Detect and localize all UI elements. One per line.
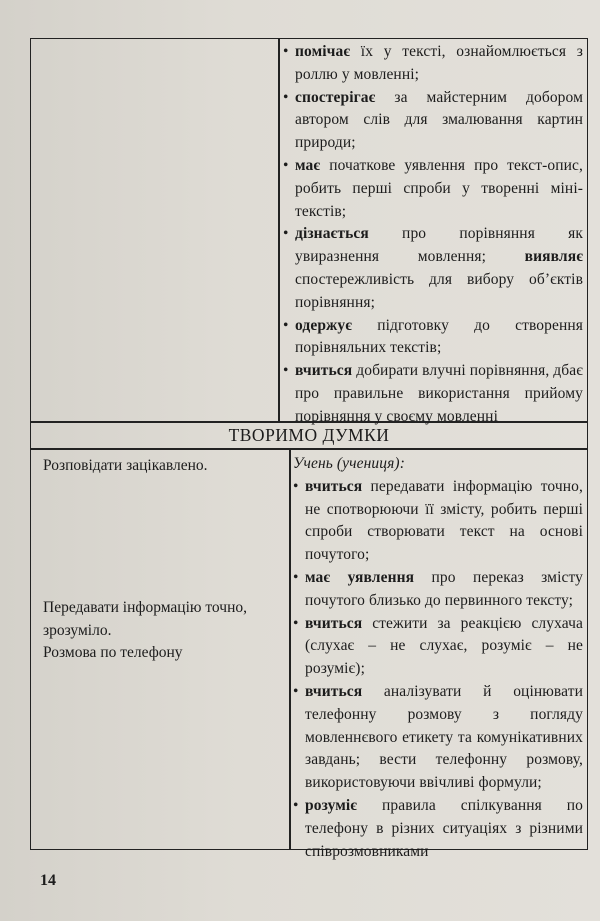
- list-item: • одержує підготовку до створення порівняльних текстів;: [283, 316, 583, 357]
- list-item: • дізнається про порівняння як увиразнення мовлення; виявляє спостережливість для вибору об’єктів порівняння;: [283, 225, 583, 311]
- top-right-cell: [283, 41, 583, 429]
- left-line-3: Розмова по телефону: [43, 644, 183, 661]
- page-number: 14: [40, 872, 56, 889]
- section-title: ТВОРИМО ДУМКИ: [228, 425, 390, 445]
- list-item: • має уявлення про переказ змісту почутого близько до первинного тексту;: [293, 568, 583, 609]
- list-item: • має початкове уявлення про текст-опис, робить перші спроби у творенні міні-текстів;: [283, 156, 583, 220]
- list-item: • вчиться стежити за реакцією слухача (слухає – не слухає, розуміє – не розуміє);: [293, 614, 583, 678]
- curriculum-table: [30, 38, 588, 860]
- bottom-right-cell: [293, 453, 583, 863]
- role-label: Учень (учениця):: [293, 455, 405, 472]
- left-line-2: Передавати інформацію точно, зрозуміло.: [43, 599, 247, 639]
- column-divider: [289, 449, 291, 849]
- list-item: • спостерігає за майстерним добором автором слів для змалювання картин природи;: [283, 88, 583, 152]
- left-line-1: Розповідати зацікавлено.: [43, 457, 208, 474]
- list-item: • вчиться аналізувати й оцінювати телефонну розмову з погляду мовленнєвого етикету та комунікативних завдань; вести телефонну розмову, використовуючи ввічливі формули;: [293, 682, 583, 792]
- list-item: • вчиться передавати інформацію точно, не спотворюючи її змісту, робить перші спроби створювати текст на основі почутого;: [293, 477, 583, 564]
- list-item: • вчиться добирати влучні порівняння, дбає про правильне використання прийому порівняння у своєму мовленні: [283, 362, 583, 425]
- column-divider: [278, 39, 280, 422]
- list-item: • помічає їх у тексті, ознайомлюється з роллю у мовленні;: [283, 43, 583, 83]
- list-item: • розуміє правила спілкування по телефону в різних ситуаціях з різними співрозмовниками: [293, 796, 583, 860]
